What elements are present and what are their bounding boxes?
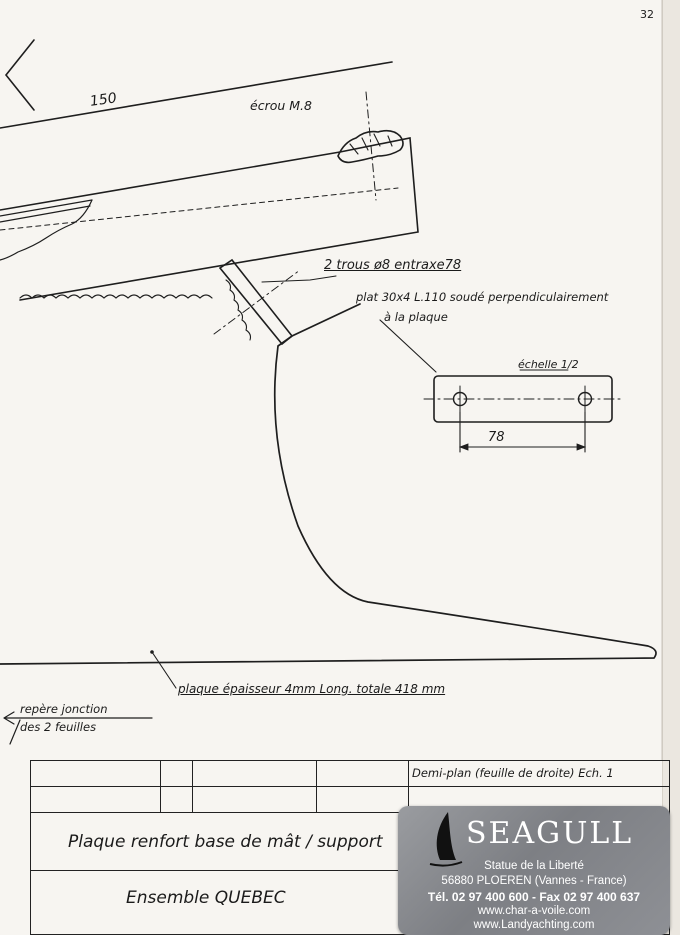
scale-label: échelle 1/2 (518, 358, 579, 371)
sheet-info: Demi-plan (feuille de droite) Ech. 1 (412, 766, 614, 780)
flat-bar (220, 260, 292, 344)
holes-label: 2 trous ø8 entraxe78 (324, 258, 462, 273)
dimension-line-78 (460, 412, 585, 452)
weld-bead (0, 200, 92, 260)
dimension-150-label: 150 (89, 90, 118, 110)
leader-dot (150, 650, 154, 654)
dimension-line-150 (0, 62, 392, 128)
leader-plate-note (152, 652, 176, 688)
dimension-arrow-top-left (6, 40, 34, 110)
phone-fax: Tél. 02 97 400 600 - Fax 02 97 400 637 (427, 890, 641, 904)
nut-label: écrou M.8 (250, 98, 312, 113)
website-1: www.char-a-voile.com (477, 905, 591, 917)
title-block-rule-3 (30, 870, 400, 871)
title-block-col-1 (160, 760, 161, 812)
title-block-rule-1 (30, 786, 670, 787)
flat-bar-centerline (214, 270, 300, 334)
assembly-title: Ensemble QUEBEC (126, 888, 286, 908)
title-block-col-2 (192, 760, 193, 812)
mast-base-beam (0, 138, 418, 300)
address-line-1: Statue de la Liberté (484, 860, 584, 872)
company-card (398, 806, 670, 935)
flat-bar-label-line-1: plat 30x4 L.110 soudé perpendiculairement (356, 290, 609, 304)
title-block-col-3 (316, 760, 317, 812)
leader-flat-bar (380, 320, 436, 372)
website-2: www.Landyachting.com (473, 919, 595, 931)
title-block-col-4 (408, 760, 409, 812)
page-number: 32 (640, 8, 654, 21)
junction-label-line-1: repère jonction (20, 702, 108, 716)
dimension-78-label: 78 (488, 430, 505, 445)
address-line-2: 56880 PLOEREN (Vannes - France) (441, 875, 627, 887)
plate-note: plaque épaisseur 4mm Long. totale 418 mm (178, 682, 446, 696)
beam-dashed-line (0, 188, 398, 230)
junction-label-line-2: des 2 feuilles (20, 720, 97, 734)
brand-name: SEAGULL (466, 816, 634, 851)
flat-bar-label-line-2: à la plaque (384, 310, 448, 324)
part-title: Plaque renfort base de mât / support (68, 832, 383, 852)
weld-bottom (20, 295, 212, 298)
leader-holes (262, 276, 336, 282)
